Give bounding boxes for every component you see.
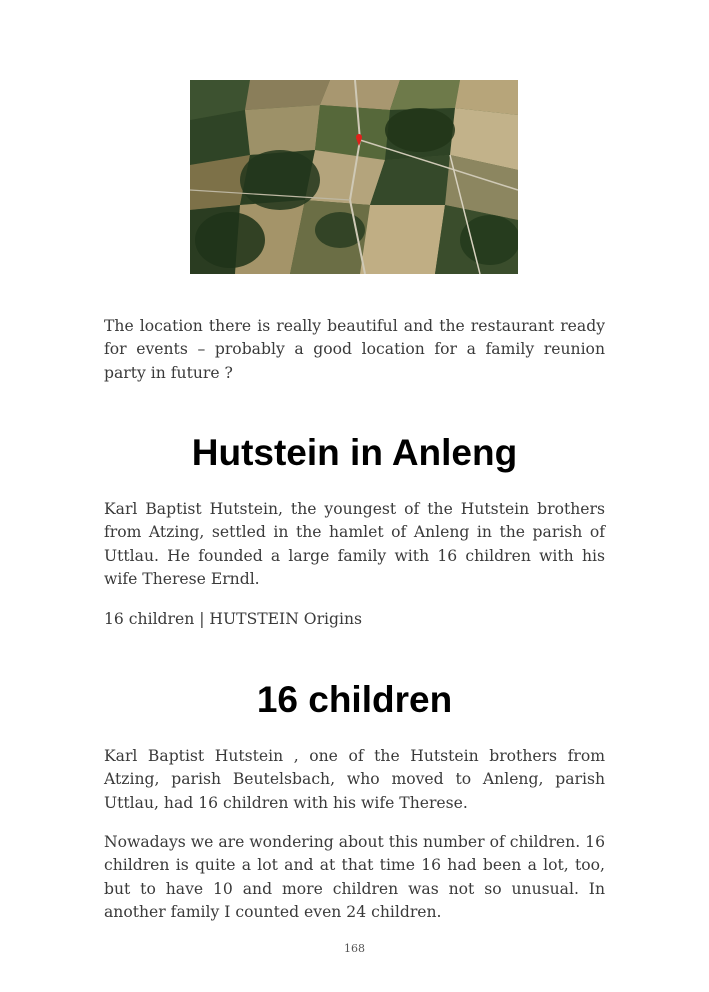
intro-paragraph: The location there is really beautiful and the restaurant ready for events – probably a good location for a family reunion party in future ? bbox=[104, 317, 605, 382]
section-heading-hutstein-in-anleng: Hutstein in Anleng bbox=[191, 432, 518, 473]
section-heading-16-children: 16 children bbox=[256, 679, 453, 720]
section2-paragraph-1: Karl Baptist Hutstein , one of the Hutstein brothers from Atzing, parish Beutelsbach, who moved to Anleng, parish Uttlau, had 16 children with his wife Therese. bbox=[104, 747, 605, 812]
related-link[interactable]: 16 children | HUTSTEIN Origins bbox=[104, 610, 363, 628]
page-number: 168 bbox=[344, 942, 365, 955]
section2-paragraph-2: Nowadays we are wondering about this number of children. 16 children is quite a lot and at that time 16 had been a lot, too, but to have 10 and more children was not so unusual. In another family I counted even 24 children. bbox=[104, 833, 605, 921]
section1-paragraph: Karl Baptist Hutstein, the youngest of the Hutstein brothers from Atzing, settled in the hamlet of Anleng in the parish of Uttlau. He founded a large family with 16 children with his wife Therese Erndl. bbox=[104, 500, 605, 588]
satellite-map-image bbox=[190, 80, 518, 274]
